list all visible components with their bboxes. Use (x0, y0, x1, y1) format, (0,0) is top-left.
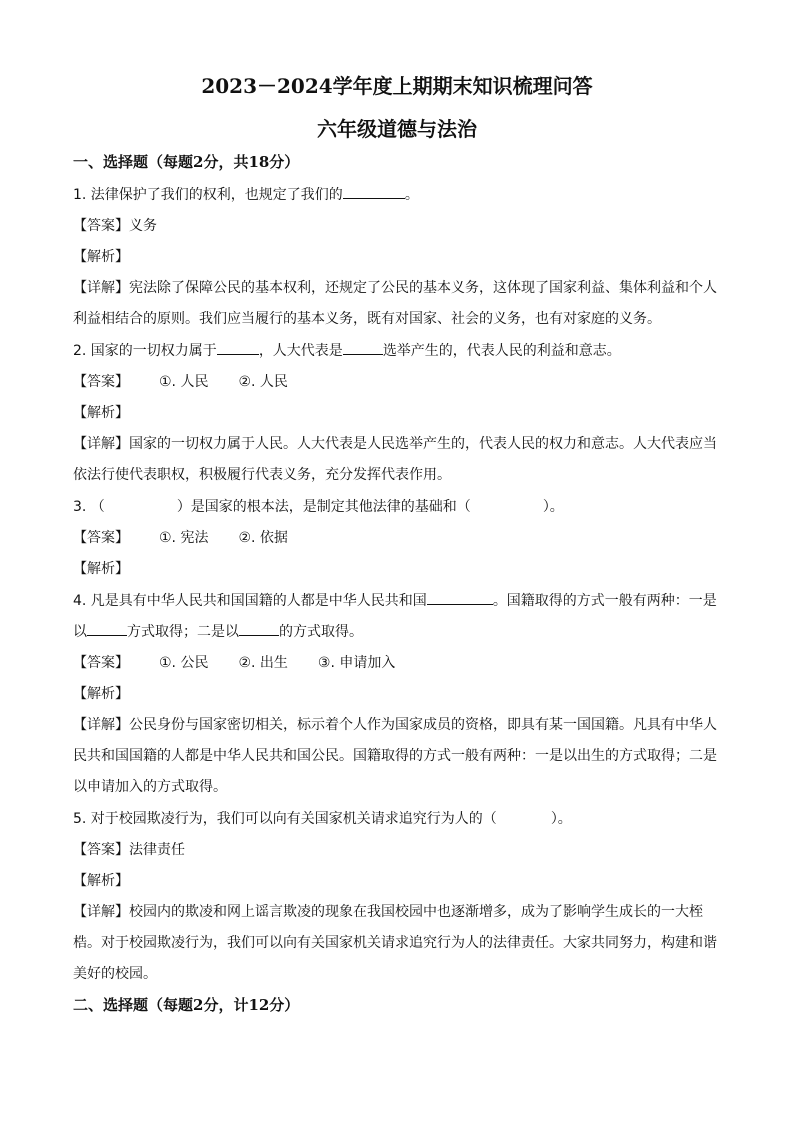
document-title: 2023－2024学年度上期期末知识梳理问答 (201, 74, 593, 98)
question-4-detail-cont: 以申请加入的方式取得。 (73, 779, 227, 795)
question-5-detail-cont: 美好的校园。 (73, 966, 157, 982)
question-5-detail-cont: 梏。对于校园欺凌行为，我们可以向有关国家机关请求追究行为人的法律责任。大家共同努力，构建和谐 (73, 935, 717, 951)
answer-blank (217, 340, 259, 355)
question-1-detail: 【详解】宪法除了保障公民的基本权利，还规定了公民的基本义务，这体现了国家利益、集体利益和个人 (73, 280, 717, 296)
question-3-analysis-label: 【解析】 (73, 561, 129, 577)
question-1-detail-cont: 利益相结合的原则。我们应当履行的基本义务，既有对国家、社会的义务，也有对家庭的义务。 (73, 311, 661, 327)
question-1-analysis-label: 【解析】 (73, 249, 129, 265)
document-subtitle: 六年级道德与法治 (317, 117, 477, 141)
question-4-stem: 4. 凡是具有中华人民共和国国籍的人都是中华人民共和国 。国籍取得的方式一般有两种：一是 (73, 590, 717, 610)
question-5-stem: 5. 对于校园欺凌行为，我们可以向有关国家机关请求追究行为人的（ ）。 (73, 811, 572, 827)
question-5-analysis-label: 【解析】 (73, 873, 129, 889)
answer-blank (87, 621, 127, 636)
question-3-stem: 3. （ ）是国家的根本法，是制定其他法律的基础和（ ）。 (73, 499, 564, 515)
question-1-stem: 1. 法律保护了我们的权利，也规定了我们的 。 (73, 184, 419, 204)
answer-blank (343, 340, 383, 355)
question-4-detail: 【详解】公民身份与国家密切相关，标示着个人作为国家成员的资格，即具有某一国国籍。凡具有中华人 (73, 717, 717, 733)
answer-blank (239, 621, 279, 636)
section-heading-2: 二、选择题（每题2分，计12分） (73, 996, 300, 1014)
section-heading-1: 一、选择题（每题2分，共18分） (73, 153, 300, 171)
answer-blank (343, 184, 405, 199)
question-5-detail: 【详解】校园内的欺凌和网上谣言欺凌的现象在我国校园中也逐渐增多，成为了影响学生成长的一大桎 (73, 904, 703, 920)
question-4-detail-cont: 民共和国国籍的人都是中华人民共和国公民。国籍取得的方式一般有两种：一是以出生的方式取得；二是 (73, 748, 717, 764)
question-4-analysis-label: 【解析】 (73, 686, 129, 702)
question-2-analysis-label: 【解析】 (73, 405, 129, 421)
question-1-answer: 【答案】义务 (73, 218, 157, 234)
question-2-detail-cont: 依法行使代表职权，积极履行代表义务，充分发挥代表作用。 (73, 467, 451, 483)
question-2-detail: 【详解】国家的一切权力属于人民。人大代表是人民选举产生的，代表人民的权力和意志。人大代表应当 (73, 436, 717, 452)
question-3-answer: 【答案】 ①. 宪法 ②. 依据 (73, 530, 288, 546)
question-2-stem: 2. 国家的一切权力属于 ，人大代表是 选举产生的，代表人民的利益和意志。 (73, 340, 621, 360)
question-4-stem-cont: 以 方式取得；二是以 的方式取得。 (73, 621, 363, 641)
question-5-answer: 【答案】法律责任 (73, 842, 185, 858)
question-4-answer: 【答案】 ①. 公民 ②. 出生 ③. 申请加入 (73, 655, 396, 671)
answer-blank (427, 590, 493, 605)
question-2-answer: 【答案】 ①. 人民 ②. 人民 (73, 374, 288, 390)
